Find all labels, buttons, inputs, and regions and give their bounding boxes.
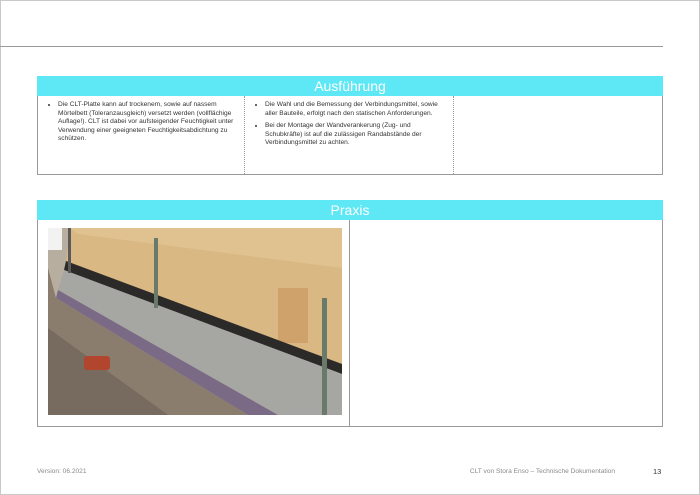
- bullet-list: [253, 101, 447, 148]
- section-header-praxis: Praxis: [37, 200, 663, 220]
- list-item: • Die CLT-Platte kann auf trockenem, sowie auf nassem Mörtelbett (Toleranzausgleich) versetzt werden (vollflächige Auflage!). CLT ist dabei vor aufsteigender Feuchtigkeit unter Verwendung einer geeigneten Feuchtigkeitsabdichtung zu schützen.: [58, 101, 238, 144]
- ausfuehrung-column-2: [245, 96, 454, 174]
- top-rule: [0, 46, 663, 47]
- bullet-list: [46, 101, 238, 144]
- footer-doc-title: CLT von Stora Enso – Technische Dokumentation: [469, 468, 615, 475]
- section-header-ausfuehrung: Ausführung: [37, 76, 663, 96]
- ausfuehrung-column-3-empty: [454, 96, 662, 174]
- ausfuehrung-table: [37, 96, 663, 175]
- praxis-table: [37, 220, 663, 427]
- page-number: 13: [653, 467, 662, 476]
- praxis-column-divider: [349, 220, 350, 426]
- footer-version: Version: 06.2021: [37, 468, 87, 475]
- list-item: • Die Wahl und die Bemessung der Verbindungsmittel, sowie aller Bauteile, erfolgt nach den statischen Anforderungen.: [265, 101, 447, 118]
- list-item: • Bei der Montage der Wandverankerung (Zug- und Schubkräfte) ist auf die zulässigen Randabstände der Verbindungsmittel zu achten.: [265, 122, 447, 148]
- praxis-photo: [48, 228, 342, 415]
- ausfuehrung-column-1: [38, 96, 245, 174]
